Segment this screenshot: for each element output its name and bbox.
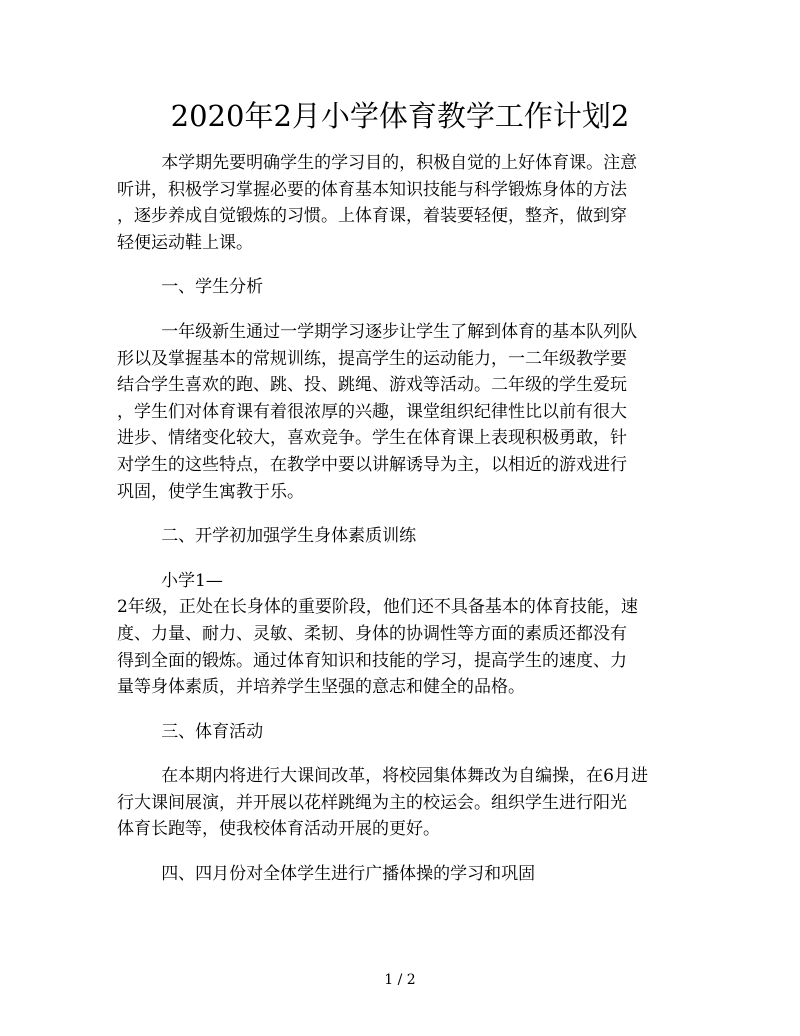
intro-paragraph xyxy=(117,150,683,256)
grade-range-label: 小学1— xyxy=(161,570,223,591)
section-heading: 二、开学初加强学生身体素质训练 xyxy=(161,526,417,547)
paragraph-line: 一年级新生通过一学期学习逐步让学生了解到体育的基本队列队 xyxy=(161,321,638,342)
section-heading: 三、体育活动 xyxy=(161,721,264,742)
paragraph-line: 行大课间展演，并开展以花样跳绳为主的校运会。组织学生进行阳光 xyxy=(117,792,627,813)
section-heading: 四、四月份对全体学生进行广播体操的学习和巩固 xyxy=(161,864,536,885)
paragraph-line: 在本期内将进行大课间改革，将校园集体舞改为自编操，在6月进 xyxy=(161,766,649,787)
section-heading-broadcast-exercise xyxy=(117,861,683,888)
document-body xyxy=(117,150,683,906)
section-heading-physical-training xyxy=(117,523,683,550)
paragraph-line: 轻便运动鞋上课。 xyxy=(117,232,253,253)
page-number: 1 / 2 xyxy=(384,972,416,988)
section-heading: 一、学生分析 xyxy=(161,277,264,298)
paragraph-line: 本学期先要明确学生的学习目的，积极自觉的上好体育课。注意 xyxy=(161,153,638,173)
paragraph-line: 巩固，使学生寓教于乐。 xyxy=(117,481,304,502)
paragraph-line: 2年级，正处在长身体的重要阶段，他们还不具备基本的体育技能，速 xyxy=(117,597,638,618)
paragraph-line: 得到全面的锻炼。通过体育知识和技能的学习，提高学生的速度、力 xyxy=(117,650,627,671)
page-title: 2020年2月小学体育教学工作计划2 xyxy=(170,99,630,133)
section-heading-student-analysis xyxy=(117,274,683,301)
student-analysis-paragraph xyxy=(117,319,683,505)
paragraph-line: 形以及掌握基本的常规训练，提高学生的运动能力，一二年级教学要 xyxy=(117,348,627,369)
paragraph-line: 对学生的这些特点，在教学中要以讲解诱导为主，以相近的游戏进行 xyxy=(117,454,627,475)
paragraph-line: 体育长跑等，使我校体育活动开展的更好。 xyxy=(117,819,440,840)
paragraph-line: 度、力量、耐力、灵敏、柔韧、身体的协调性等方面的素质还都没有 xyxy=(117,623,627,644)
paragraph-line: ，学生们对体育课有着很浓厚的兴趣，课堂组织纪律性比以前有很大 xyxy=(117,401,627,422)
physical-training-paragraph xyxy=(117,568,683,701)
section-heading-sports-activities xyxy=(117,719,683,746)
paragraph-line: 结合学生喜欢的跑、跳、投、跳绳、游戏等活动。二年级的学生爱玩 xyxy=(117,375,627,396)
paragraph-line: ，逐步养成自觉锻炼的习惯。上体育课，着装要轻便，整齐，做到穿 xyxy=(117,206,627,227)
paragraph-line: 量等身体素质，并培养学生坚强的意志和健全的品格。 xyxy=(117,677,525,698)
paragraph-line: 听讲，积极学习掌握必要的体育基本知识技能与科学锻炼身体的方法 xyxy=(117,179,627,200)
sports-activities-paragraph xyxy=(117,763,683,843)
paragraph-line: 进步、情绪变化较大，喜欢竞争。学生在体育课上表现积极勇敢，针 xyxy=(117,428,627,449)
